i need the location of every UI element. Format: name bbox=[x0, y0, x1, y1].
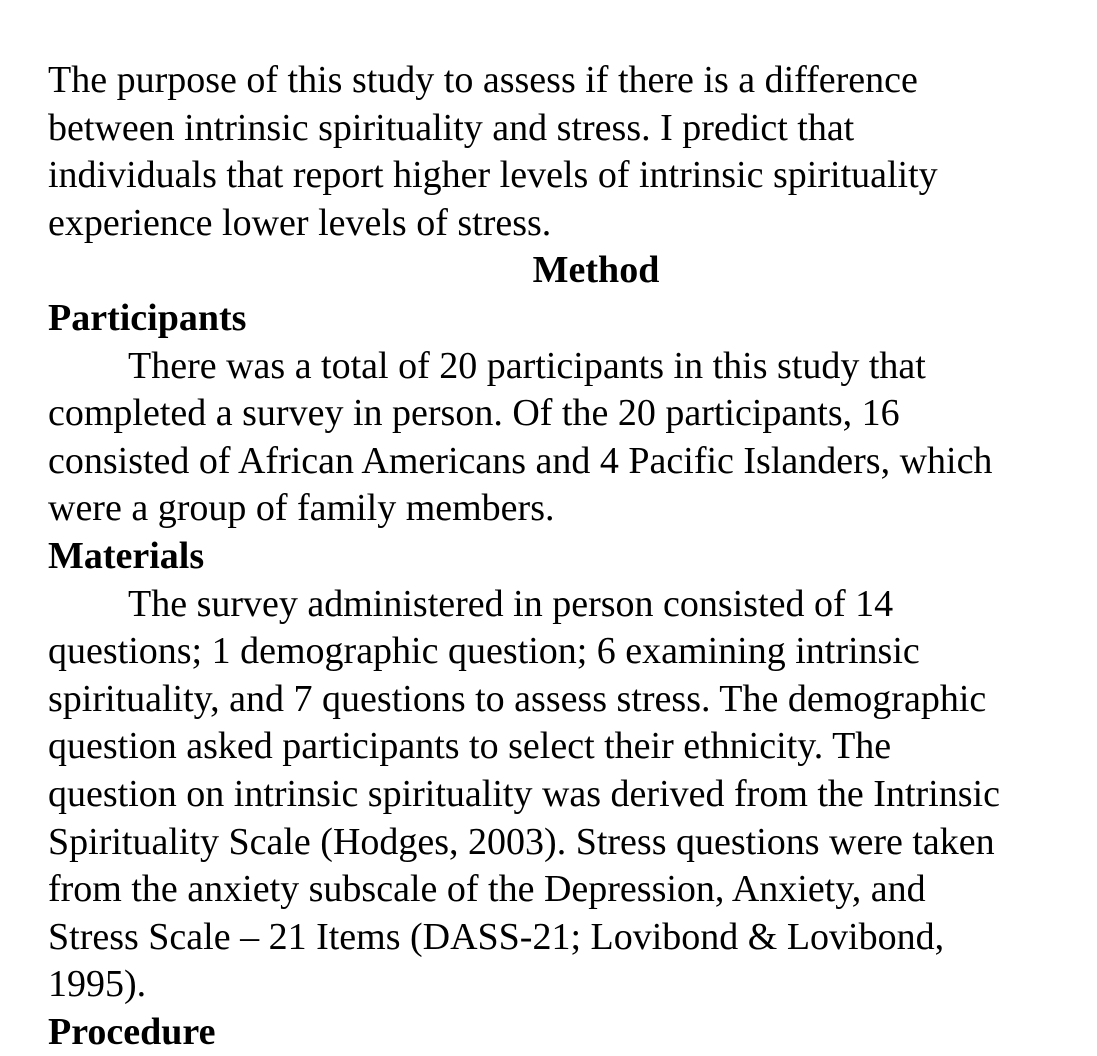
materials-line: question asked participants to select their ethnicity. The bbox=[48, 725, 892, 768]
materials-line: The survey administered in person consisted of 14 bbox=[128, 582, 894, 625]
intro-line: individuals that report higher levels of intrinsic spirituality bbox=[48, 154, 938, 197]
materials-paragraph bbox=[48, 581, 1078, 1009]
intro-paragraph bbox=[48, 57, 1078, 247]
materials-line: Spirituality Scale (Hodges, 2003). Stress questions were taken bbox=[48, 820, 995, 863]
intro-line: The purpose of this study to assess if there is a difference bbox=[48, 59, 918, 101]
participants-line: completed a survey in person. Of the 20 participants, 16 bbox=[48, 392, 900, 435]
participants-paragraph bbox=[48, 343, 1078, 533]
materials-line: question on intrinsic spirituality was derived from the Intrinsic bbox=[48, 772, 1000, 815]
materials-line: Stress Scale – 21 Items (DASS-21; Lovibond & Lovibond, bbox=[48, 915, 945, 958]
materials-line: from the anxiety subscale of the Depression, Anxiety, and bbox=[48, 868, 926, 911]
participants-line: were a group of family members. bbox=[48, 487, 555, 530]
intro-line: between intrinsic spirituality and stress. I predict that bbox=[48, 106, 855, 149]
method-heading: Method bbox=[532, 249, 660, 292]
procedure-heading: Procedure bbox=[48, 1010, 216, 1053]
participants-line: There was a total of 20 participants in this study that bbox=[128, 344, 926, 387]
materials-heading: Materials bbox=[48, 534, 205, 577]
intro-line: experience lower levels of stress. bbox=[48, 201, 552, 244]
participants-heading: Participants bbox=[48, 296, 247, 339]
document-page bbox=[48, 57, 1078, 1056]
materials-line: questions; 1 demographic question; 6 examining intrinsic bbox=[48, 630, 920, 673]
participants-line: consisted of African Americans and 4 Pacific Islanders, which bbox=[48, 439, 993, 482]
materials-line: 1995). bbox=[48, 963, 147, 1006]
materials-line: spirituality, and 7 questions to assess stress. The demographic bbox=[48, 677, 987, 720]
